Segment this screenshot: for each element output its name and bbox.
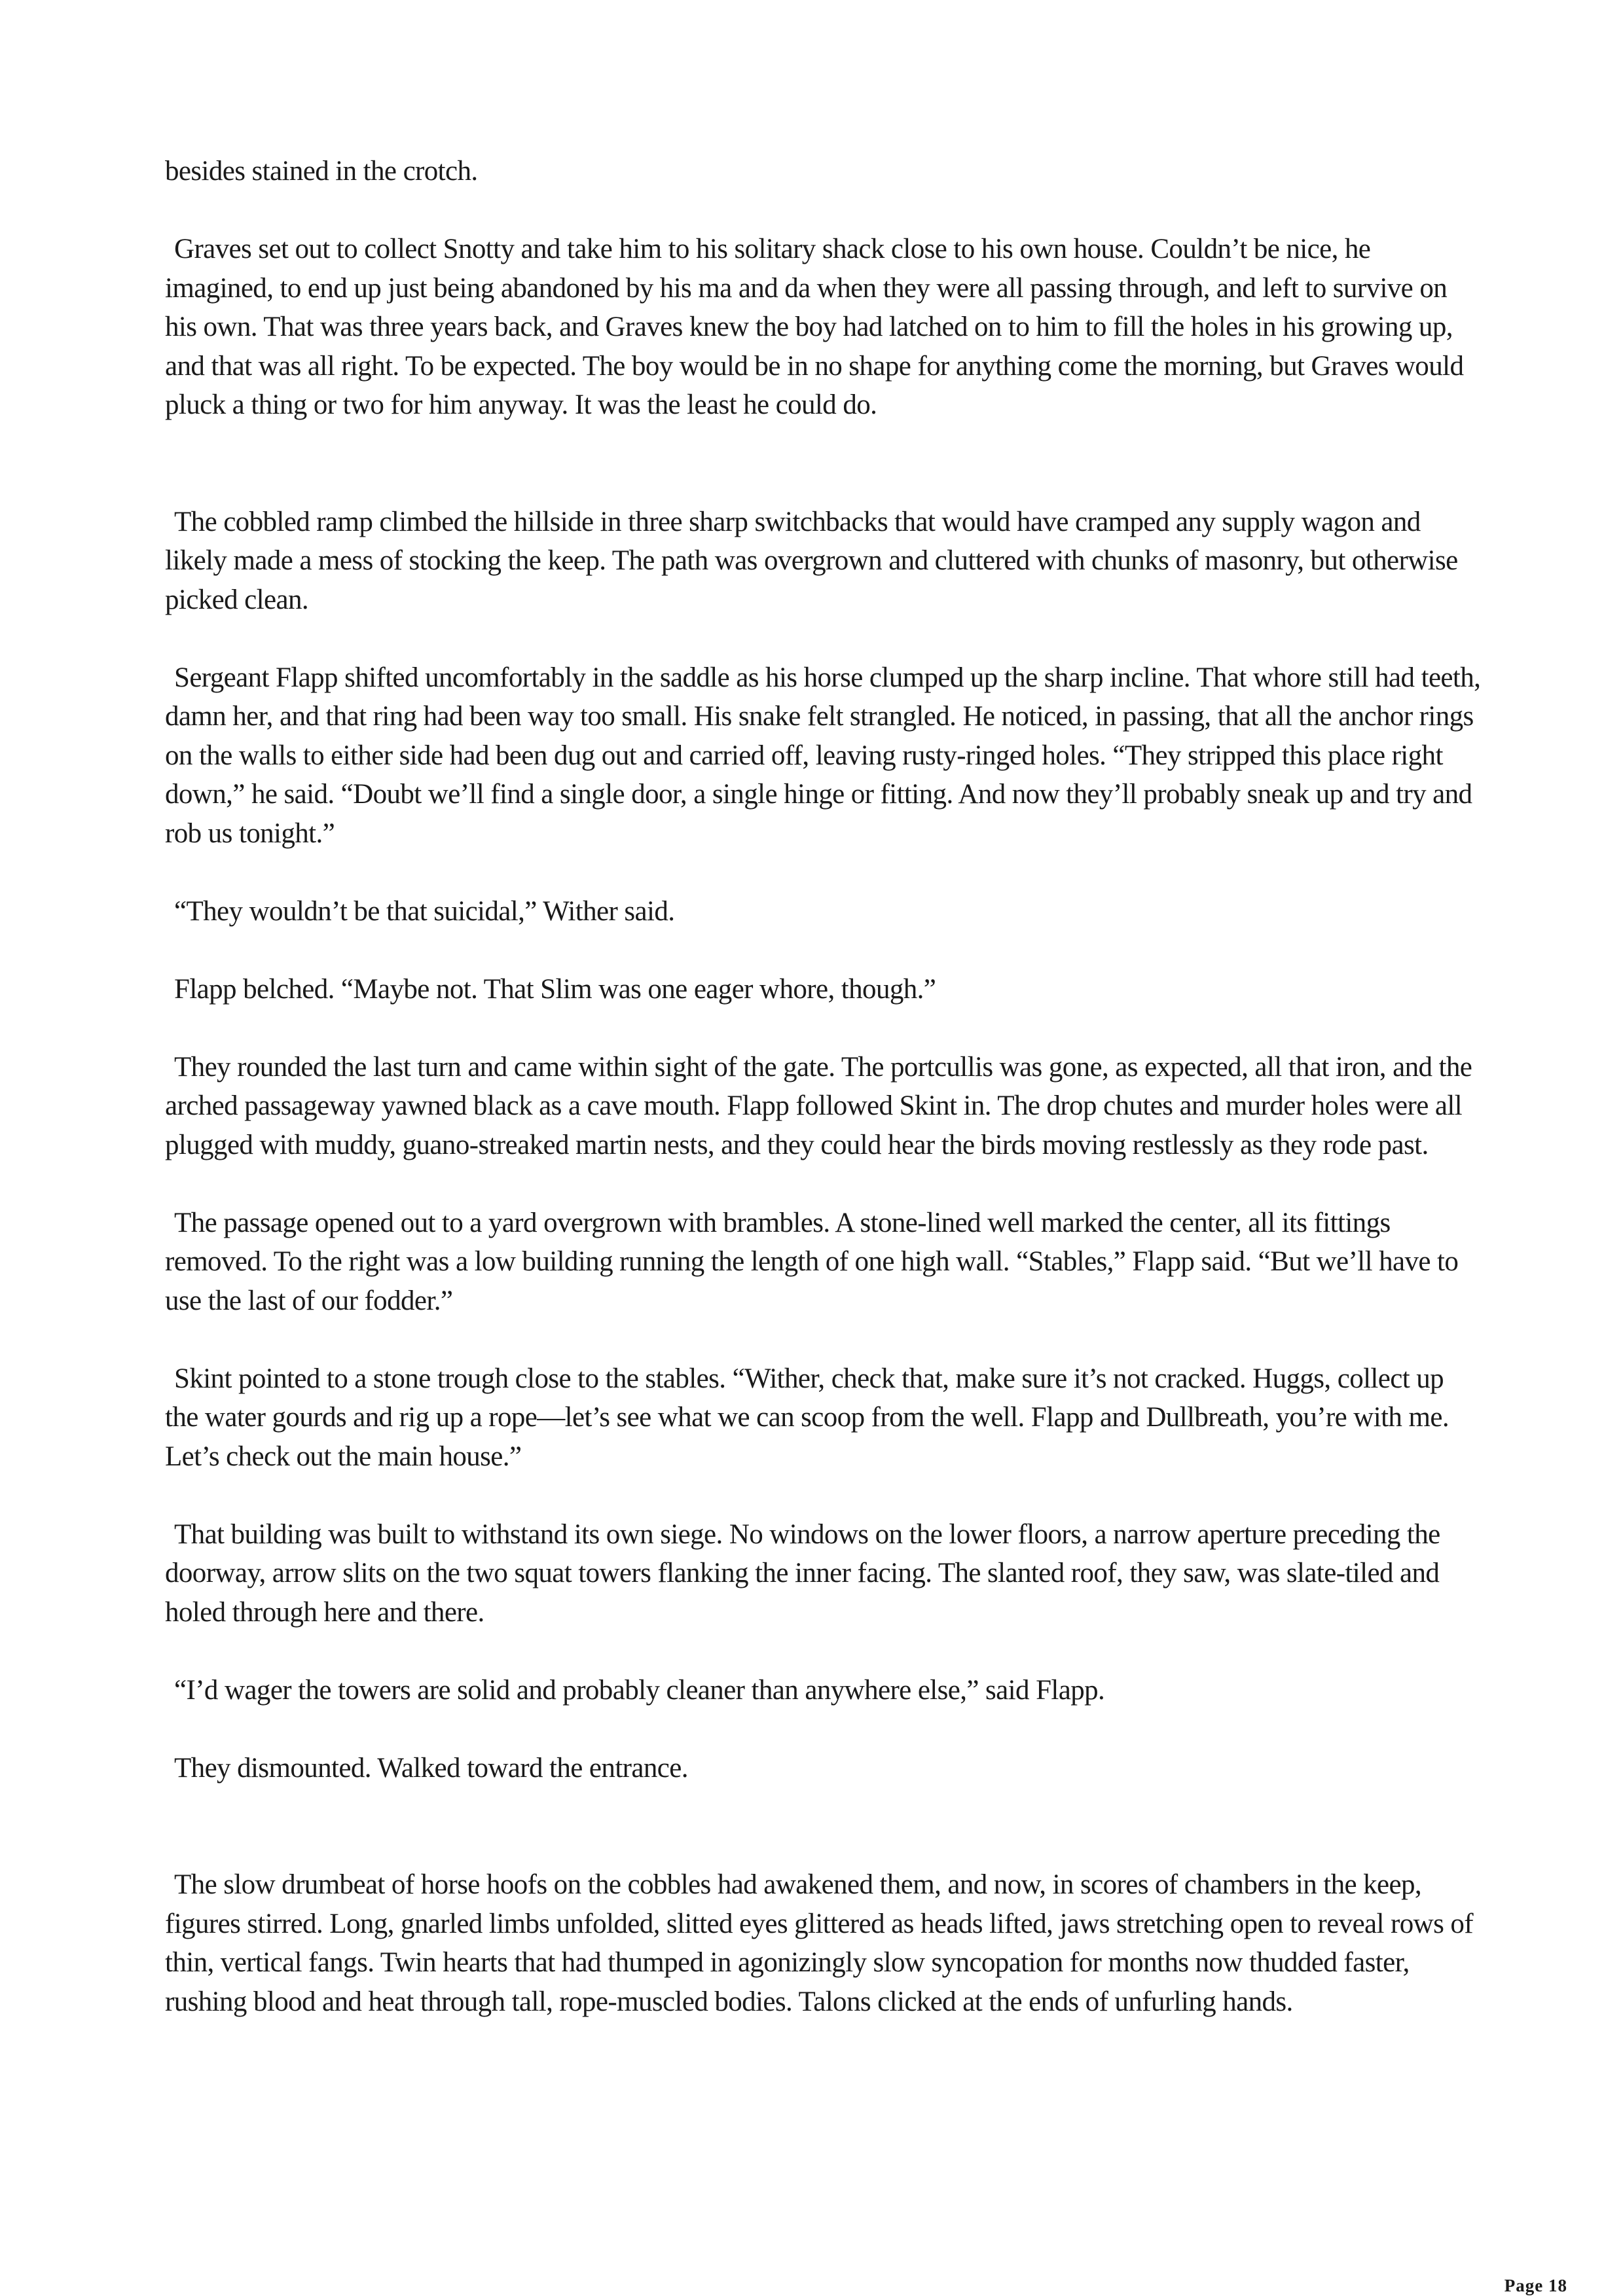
paragraph: “They wouldn’t be that suicidal,” Wither said. bbox=[174, 895, 675, 927]
paragraph: The cobbled ramp climbed the hillside in three sharp switchbacks that would have cramped any supply wagon and likely made a mess of stocking the keep. The path was overgrown and cluttered with chunks of masonry, but otherwise picked clean. bbox=[165, 506, 1458, 615]
paragraph: “I’d wager the towers are solid and probably cleaner than anywhere else,” said Flapp. bbox=[174, 1674, 1105, 1706]
paragraph: besides stained in the crotch. bbox=[165, 156, 478, 187]
paragraph: They rounded the last turn and came within sight of the gate. The portcullis was gone, as expected, all that iron, and the arched passageway yawned black as a cave mouth. Flapp followed Skint in. The drop chutes and murder holes were all plugged with muddy, guano-streaked martin nests, and they could hear the birds moving restlessly as they rode past. bbox=[165, 1051, 1472, 1160]
body-text bbox=[165, 152, 1481, 2060]
paragraph: Flapp belched. “Maybe not. That Slim was one eager whore, though.” bbox=[174, 973, 936, 1005]
paragraph: Graves set out to collect Snotty and take him to his solitary shack close to his own house. Couldn’t be nice, he imagined, to end up just being abandoned by his ma and da when they were all passing through, and left to survive on his own. That was three years back, and Graves knew the boy had latched on to him to fill the holes in his growing up, and that was all right. To be expected. The boy would be in no shape for anything come the morning, but Graves would pluck a thing or two for him anyway. It was the least he could do. bbox=[165, 234, 1464, 420]
paragraph: That building was built to withstand its own siege. No windows on the lower floors, a narrow aperture preceding the doorway, arrow slits on the two squat towers flanking the inner facing. The slanted roof, they saw, was slate-tiled and holed through here and there. bbox=[165, 1518, 1440, 1628]
paragraph: They dismounted. Walked toward the entrance. bbox=[174, 1752, 688, 1784]
paragraph: The slow drumbeat of horse hoofs on the cobbles had awakened them, and now, in scores of chambers in the keep, figures stirred. Long, gnarled limbs unfolded, slitted eyes glittered as heads lifted, jaws stretching open to reveal rows of thin, vertical fangs. Twin hearts that had thumped in agonizingly slow syncopation for months now thudded faster, rushing blood and heat through tall, rope-muscled bodies. Talons clicked at the ends of unfurling hands. bbox=[165, 1869, 1474, 2017]
paragraph: The passage opened out to a yard overgrown with brambles. A stone-lined well marked the center, all its fittings removed. To the right was a low building running the length of one high wall. “Stables,” Flapp said. “But we’ll have to use the last of our fodder.” bbox=[165, 1207, 1459, 1316]
paragraph: Sergeant Flapp shifted uncomfortably in the saddle as his horse clumped up the sharp incline. That whore still had teeth, damn her, and that ring had been way too small. His snake felt strangled. He noticed, in passing, that all the anchor rings on the walls to either side had been dug out and carried off, leaving rusty-ringed holes. “They stripped this place right down,” he said. “Doubt we’ll find a single door, a single hinge or fitting. And now they’ll probably sneak up and try and rob us tonight.” bbox=[165, 662, 1481, 849]
page-number: Page 18 bbox=[1504, 2276, 1567, 2295]
paragraph: Skint pointed to a stone trough close to the stables. “Wither, check that, make sure it’s not cracked. Huggs, collect up the water gourds and rig up a rope—let’s see what we can scoop from the well. Flapp and Dullbreath, you’re with me. Let’s check out the main house.” bbox=[165, 1363, 1449, 1472]
